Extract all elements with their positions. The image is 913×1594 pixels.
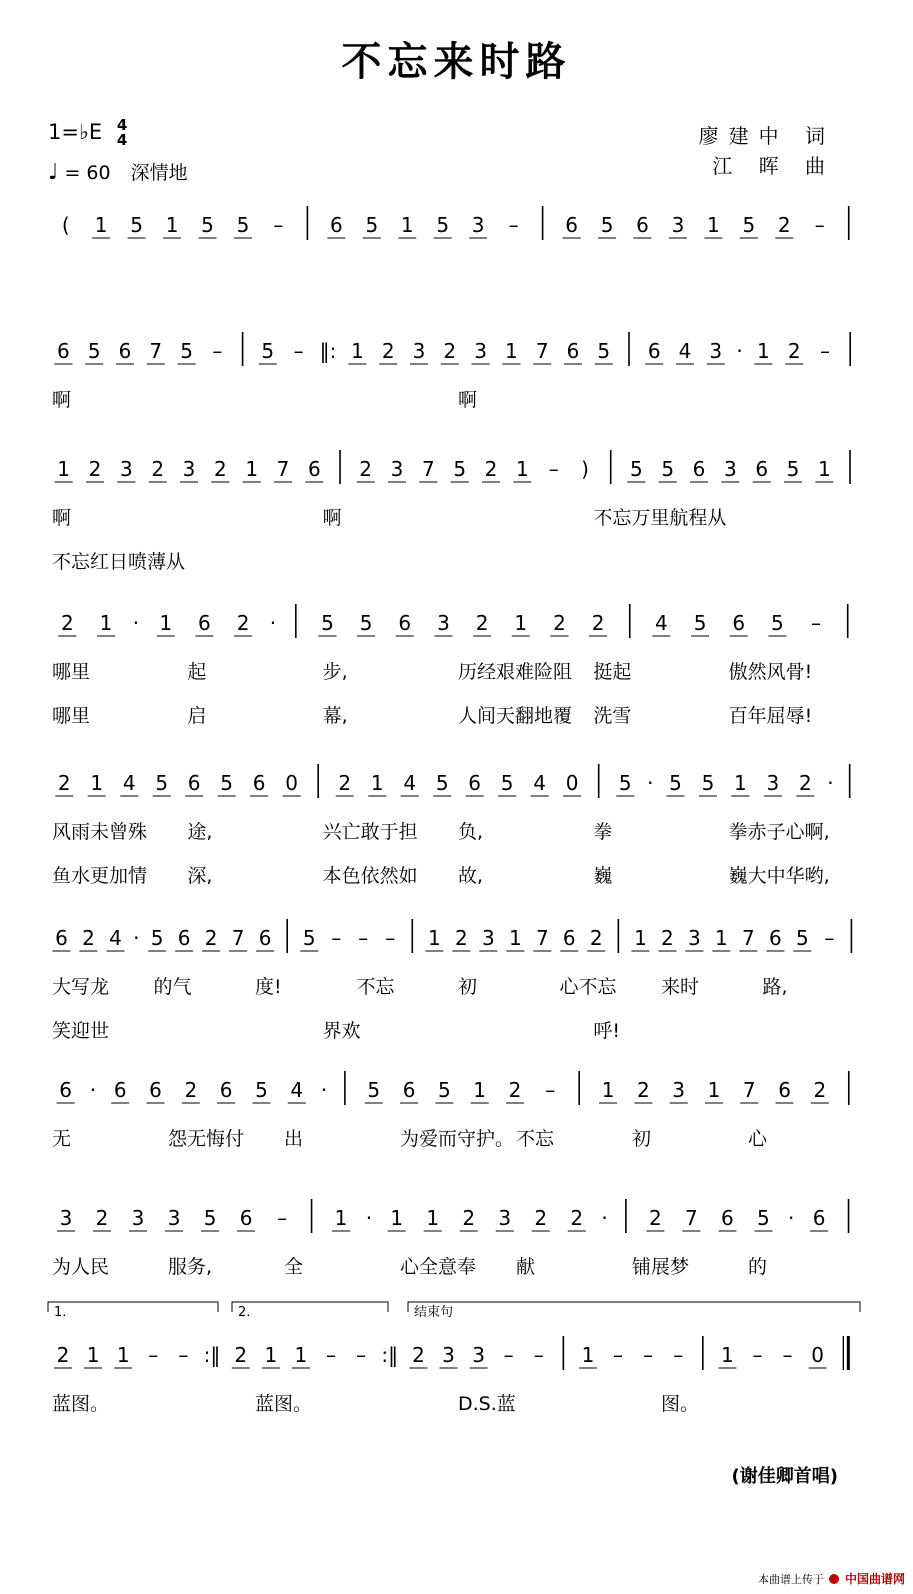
note-symbol: · <box>89 1078 97 1102</box>
note-digit: 1 <box>428 926 441 950</box>
note-digit: 3 <box>688 926 701 950</box>
lyric-text: 初 <box>458 976 478 998</box>
lyric-text: 幕, <box>322 705 348 727</box>
note-digit: 4 <box>290 1078 304 1102</box>
note-symbol: – <box>782 1343 793 1367</box>
note-digit: 1 <box>715 926 728 950</box>
note-digit: 1 <box>634 926 647 950</box>
note-digit: 5 <box>453 457 467 481</box>
note-symbol: – <box>331 926 342 950</box>
note-digit: 6 <box>398 611 412 635</box>
note-digit: 5 <box>795 926 809 950</box>
note-digit: 4 <box>122 771 136 795</box>
lyric-text: 不忘红日喷薄从 <box>52 551 186 573</box>
note-digit: 7 <box>685 1206 698 1230</box>
page-title: 不忘来时路 <box>341 39 572 85</box>
note-digit: 2 <box>184 1078 198 1102</box>
lyric-text: 挺起 <box>593 661 632 683</box>
footer-site: 中国曲谱网 <box>844 1572 905 1586</box>
note-digit: 4 <box>655 611 668 635</box>
footer <box>758 1570 905 1587</box>
lyric-text: 人间天翻地覆 <box>458 705 573 727</box>
note-digit: 1 <box>505 339 518 363</box>
lyric-text: 啊 <box>52 389 72 411</box>
lyric-text: 呼! <box>593 1020 620 1042</box>
note-digit: 0 <box>285 771 298 795</box>
note-digit: 1 <box>400 213 414 237</box>
lyric-text: 途, <box>187 821 213 843</box>
note-digit: 1 <box>818 457 831 481</box>
note-digit: 7 <box>535 339 549 363</box>
note-digit: 6 <box>768 926 782 950</box>
lyric-text: 啊 <box>52 507 72 529</box>
note-digit: 3 <box>474 339 487 363</box>
lyric-text: 出 <box>284 1128 304 1150</box>
tempo-value: = 60 <box>64 162 111 184</box>
note-digit: 2 <box>82 926 95 950</box>
note-digit: 5 <box>150 926 164 950</box>
note-symbol: – <box>212 339 223 363</box>
lyric-text: 服务, <box>168 1256 213 1278</box>
lyric-text: 无 <box>52 1128 72 1150</box>
note-digit: 3 <box>412 339 426 363</box>
note-digit: 7 <box>149 339 163 363</box>
note-digit: 2 <box>454 926 468 950</box>
note-symbol: · <box>269 611 277 635</box>
note-symbol: – <box>277 1206 288 1230</box>
note-digit: 1 <box>99 611 113 635</box>
note-digit: 2 <box>236 611 250 635</box>
note-digit: 6 <box>113 1078 127 1102</box>
lyric-text: 啊 <box>322 507 342 529</box>
note-digit: 4 <box>678 339 692 363</box>
note-digit: 2 <box>57 771 71 795</box>
note-digit: 1 <box>426 1206 440 1230</box>
note-digit: 5 <box>130 213 143 237</box>
note-digit: 3 <box>672 1078 686 1102</box>
note-digit: 5 <box>365 213 379 237</box>
site-logo-icon <box>829 1574 839 1584</box>
note-symbol: ) <box>581 457 589 481</box>
note-digit: 6 <box>812 1206 826 1230</box>
volta-bracket <box>48 1302 218 1312</box>
volta-label: 1. <box>54 1305 67 1320</box>
note-symbol: · <box>133 926 140 950</box>
lyric-text: 拳赤子心啊, <box>728 821 830 843</box>
note-digit: 5 <box>87 339 101 363</box>
note-digit: 6 <box>732 611 746 635</box>
note-digit: 7 <box>231 926 245 950</box>
lyric-text: 为爱而守护。 <box>400 1128 515 1150</box>
note-digit: 1 <box>734 771 747 795</box>
note-symbol: – <box>148 1343 159 1367</box>
note-symbol: – <box>814 213 825 237</box>
note-digit: 3 <box>671 213 685 237</box>
lyric-text: 啊 <box>458 389 478 411</box>
note-digit: 4 <box>403 771 417 795</box>
note-digit: 5 <box>771 611 784 635</box>
note-digit: 3 <box>59 1206 73 1230</box>
note-digit: 1 <box>707 1078 721 1102</box>
note-digit: 3 <box>182 457 196 481</box>
note-digit: 1 <box>159 611 173 635</box>
note-digit: 2 <box>60 611 74 635</box>
lyric-text: 不忘万里航程从 <box>593 507 727 529</box>
note-symbol: · <box>132 611 140 635</box>
note-digit: 6 <box>755 457 769 481</box>
lyric-text: 不忘 <box>356 976 395 998</box>
note-digit: 1 <box>334 1206 348 1230</box>
lyric-text: 来时 <box>661 976 700 998</box>
note-digit: 7 <box>421 457 435 481</box>
note-digit: 2 <box>151 457 165 481</box>
note-digit: 5 <box>629 457 643 481</box>
note-digit: 2 <box>484 457 498 481</box>
note-digit: 2 <box>475 611 489 635</box>
note-digit: 6 <box>149 1078 162 1102</box>
note-symbol: – <box>824 926 835 950</box>
note-symbol: ( <box>61 213 70 237</box>
lyric-text: 百年屈辱! <box>728 705 813 727</box>
note-digit: 6 <box>198 611 211 635</box>
note-digit: 5 <box>302 926 316 950</box>
note-digit: 1 <box>508 926 522 950</box>
lyric-text: 哪里 <box>52 705 91 727</box>
note-digit: 2 <box>591 611 605 635</box>
note-digit: 1 <box>94 213 108 237</box>
note-digit: 6 <box>330 213 343 237</box>
note-digit: 2 <box>648 1206 662 1230</box>
note-digit: 6 <box>308 457 321 481</box>
note-digit: 1 <box>370 771 384 795</box>
note-digit: 1 <box>390 1206 404 1230</box>
note-digit: 5 <box>600 213 614 237</box>
note-symbol: – <box>548 457 559 481</box>
note-digit: 2 <box>553 611 566 635</box>
note-digit: 1 <box>57 457 71 481</box>
note-digit: 5 <box>742 213 756 237</box>
note-digit: 6 <box>721 1206 734 1230</box>
note-digit: 6 <box>562 926 576 950</box>
note-digit: 3 <box>481 926 495 950</box>
lyric-text: 兴亡敢于担 <box>322 821 418 843</box>
lyric-text: 献 <box>516 1256 536 1278</box>
note-digit: 5 <box>236 213 250 237</box>
note-digit: 5 <box>597 339 611 363</box>
lyric-text: 故, <box>458 865 484 887</box>
note-digit: 5 <box>693 611 707 635</box>
note-digit: 6 <box>402 1078 416 1102</box>
lyric-text: 怨无悔付 <box>168 1128 245 1150</box>
lyric-text: 蓝图。 <box>255 1393 313 1415</box>
note-digit: 0 <box>811 1343 824 1367</box>
note-digit: 1 <box>516 457 529 481</box>
lyric-text: 本色依然如 <box>322 865 418 887</box>
note-digit: 5 <box>180 339 193 363</box>
lyric-text: 深, <box>187 865 213 887</box>
note-symbol: – <box>752 1343 763 1367</box>
note-symbol: – <box>613 1343 624 1367</box>
note-digit: 2 <box>508 1078 522 1102</box>
note-digit: 2 <box>95 1206 109 1230</box>
note-digit: 6 <box>252 771 266 795</box>
note-symbol: · <box>736 339 743 363</box>
note-digit: 5 <box>436 213 450 237</box>
note-digit: 1 <box>707 213 720 237</box>
volta-label: 结束句 <box>414 1305 454 1320</box>
lyric-text: 不忘 <box>516 1128 555 1150</box>
volta-bracket <box>408 1302 860 1312</box>
note-digit: 3 <box>437 611 450 635</box>
note-digit: 6 <box>219 1078 233 1102</box>
lyric-text: 为人民 <box>52 1256 110 1278</box>
note-digit: 1 <box>116 1343 130 1367</box>
lyric-text: 初 <box>632 1128 652 1150</box>
note-digit: 6 <box>468 771 482 795</box>
note-digit: 3 <box>442 1343 455 1367</box>
note-digit: 5 <box>435 771 449 795</box>
note-digit: 5 <box>367 1078 381 1102</box>
lyric-text: 启 <box>187 705 207 727</box>
note-symbol: – <box>673 1343 684 1367</box>
lyric-text: 步, <box>322 661 348 683</box>
lyric-text: 起 <box>187 661 207 683</box>
note-digit: 5 <box>500 771 514 795</box>
note-digit: 5 <box>786 457 800 481</box>
note-symbol: – <box>385 926 396 950</box>
note-digit: 6 <box>566 339 580 363</box>
note-digit: 6 <box>59 1078 73 1102</box>
note-digit: 7 <box>742 1078 756 1102</box>
key-label: 1=♭E <box>48 120 103 144</box>
note-digit: 6 <box>565 213 578 237</box>
note-symbol: – <box>643 1343 654 1367</box>
note-digit: 5 <box>757 1206 770 1230</box>
note-digit: 2 <box>787 339 801 363</box>
time-signature-top: 4 <box>116 116 128 134</box>
lyric-text: 拳 <box>593 821 613 843</box>
note-symbol: – <box>503 1343 514 1367</box>
note-symbol: – <box>533 1343 544 1367</box>
note-digit: 5 <box>255 1078 268 1102</box>
note-digit: 5 <box>203 1206 217 1230</box>
note-symbol: – <box>325 1343 336 1367</box>
note-digit: 1 <box>165 213 179 237</box>
note-digit: 2 <box>214 457 227 481</box>
note-digit: 2 <box>462 1206 476 1230</box>
note-digit: 2 <box>412 1343 425 1367</box>
note-digit: 1 <box>294 1343 308 1367</box>
lyric-text: D.S.蓝 <box>458 1393 516 1415</box>
lyric-text: 全 <box>284 1256 304 1278</box>
lyric-text: 心不忘 <box>559 976 617 998</box>
lyric-text: 风雨未曾殊 <box>52 821 148 843</box>
note-digit: 7 <box>276 457 290 481</box>
lyric-text: 笑迎世 <box>52 1020 110 1042</box>
note-digit: 6 <box>636 213 649 237</box>
lyric-text: 界欢 <box>322 1020 361 1042</box>
note-digit: 1 <box>90 771 104 795</box>
note-digit: 1 <box>514 611 528 635</box>
note-digit: 6 <box>778 1078 791 1102</box>
note-digit: 3 <box>472 1343 485 1367</box>
tempo-expression: 深情地 <box>130 162 188 184</box>
note-digit: 5 <box>261 339 275 363</box>
repeat-sign: ‖: <box>319 339 337 363</box>
singer-note: (谢佳卿首唱) <box>731 1466 838 1487</box>
note-digit: 6 <box>57 339 70 363</box>
lyric-text: 历经艰难险阻 <box>458 661 573 683</box>
lyric-text: 巍 <box>593 865 613 887</box>
note-digit: 2 <box>56 1343 70 1367</box>
note-digit: 1 <box>351 339 364 363</box>
note-digit: 6 <box>187 771 201 795</box>
note-digit: 2 <box>443 339 457 363</box>
note-digit: 0 <box>565 771 579 795</box>
lyricist-credit: 廖建中 词 <box>698 124 835 148</box>
note-digit: 5 <box>321 611 334 635</box>
note-digit: 2 <box>338 771 352 795</box>
note-digit: 1 <box>245 457 259 481</box>
note-digit: 1 <box>581 1343 595 1367</box>
note-digit: 6 <box>647 339 661 363</box>
footer-text: 本曲谱上传于 <box>757 1573 824 1586</box>
lyric-text: 心 <box>748 1128 768 1150</box>
note-digit: 6 <box>55 926 68 950</box>
lyric-text: 哪里 <box>52 661 91 683</box>
note-digit: 2 <box>359 457 373 481</box>
quarter-note-icon: ♩ <box>48 160 59 185</box>
note-digit: 4 <box>533 771 546 795</box>
lyric-text: 图。 <box>661 1393 700 1415</box>
note-digit: 5 <box>438 1078 451 1102</box>
repeat-sign: :‖ <box>381 1343 399 1367</box>
note-digit: 2 <box>799 771 812 795</box>
note-digit: 2 <box>570 1206 584 1230</box>
lyric-text: 铺展梦 <box>632 1256 690 1278</box>
note-symbol: · <box>647 771 654 795</box>
note-digit: 3 <box>390 457 404 481</box>
note-symbol: · <box>601 1206 608 1230</box>
note-digit: 3 <box>723 457 737 481</box>
lyric-text: 度! <box>255 976 282 998</box>
note-digit: 3 <box>766 771 780 795</box>
note-digit: 2 <box>204 926 218 950</box>
note-digit: 6 <box>239 1206 253 1230</box>
note-digit: 2 <box>381 339 395 363</box>
lyric-text: 负, <box>458 821 484 843</box>
lyric-text: 的 <box>748 1256 768 1278</box>
composer-credit: 江 晖 曲 <box>712 154 835 178</box>
volta-bracket <box>232 1302 388 1312</box>
note-digit: 4 <box>109 926 122 950</box>
note-digit: 5 <box>669 771 682 795</box>
note-digit: 7 <box>742 926 755 950</box>
note-digit: 1 <box>601 1078 615 1102</box>
note-symbol: – <box>545 1078 556 1102</box>
note-digit: 6 <box>177 926 191 950</box>
lyric-text: 傲然风骨! <box>728 661 813 683</box>
note-digit: 1 <box>757 339 770 363</box>
note-symbol: · <box>365 1206 373 1230</box>
note-digit: 3 <box>119 457 133 481</box>
lyric-text: 鱼水更加情 <box>52 865 148 887</box>
note-symbol: – <box>356 1343 367 1367</box>
note-digit: 5 <box>359 611 373 635</box>
note-digit: 5 <box>701 771 715 795</box>
note-digit: 1 <box>473 1078 487 1102</box>
note-symbol: · <box>788 1206 795 1230</box>
note-digit: 1 <box>264 1343 278 1367</box>
note-digit: 2 <box>234 1343 248 1367</box>
lyric-text: 的气 <box>153 976 192 998</box>
note-digit: 1 <box>721 1343 734 1367</box>
note-symbol: – <box>820 339 830 363</box>
note-digit: 5 <box>661 457 675 481</box>
note-digit: 3 <box>498 1206 512 1230</box>
note-digit: 2 <box>636 1078 650 1102</box>
lyric-text: 路, <box>762 976 788 998</box>
note-digit: 5 <box>220 771 234 795</box>
volta-label: 2. <box>238 1305 251 1320</box>
time-signature-bottom: 4 <box>116 131 128 149</box>
lyric-text: 蓝图。 <box>52 1393 110 1415</box>
lyric-text: 大写龙 <box>52 976 110 998</box>
note-symbol: – <box>178 1343 189 1367</box>
note-symbol: – <box>293 339 304 363</box>
lyric-text: 洗雪 <box>593 705 632 727</box>
note-digit: 3 <box>709 339 723 363</box>
note-digit: 2 <box>777 213 791 237</box>
note-digit: 2 <box>661 926 674 950</box>
repeat-sign: :‖ <box>203 1343 221 1367</box>
note-digit: 5 <box>155 771 169 795</box>
note-digit: 6 <box>692 457 706 481</box>
note-symbol: – <box>358 926 369 950</box>
note-digit: 6 <box>258 926 272 950</box>
note-symbol: – <box>811 611 822 635</box>
note-symbol: – <box>273 213 284 237</box>
note-digit: 2 <box>534 1206 548 1230</box>
note-digit: 3 <box>471 213 485 237</box>
note-digit: 1 <box>86 1343 100 1367</box>
note-symbol: · <box>320 1078 328 1102</box>
note-digit: 2 <box>813 1078 827 1102</box>
note-digit: 3 <box>131 1206 145 1230</box>
note-digit: 3 <box>167 1206 181 1230</box>
note-digit: 5 <box>201 213 214 237</box>
note-symbol: · <box>827 771 834 795</box>
note-digit: 7 <box>535 926 549 950</box>
note-digit: 6 <box>118 339 132 363</box>
lyric-text: 巍大中华哟, <box>728 865 830 887</box>
note-digit: 5 <box>618 771 632 795</box>
note-digit: 2 <box>589 926 603 950</box>
note-digit: 2 <box>88 457 102 481</box>
note-symbol: – <box>508 213 519 237</box>
lyric-text: 心全意奉 <box>400 1256 477 1278</box>
